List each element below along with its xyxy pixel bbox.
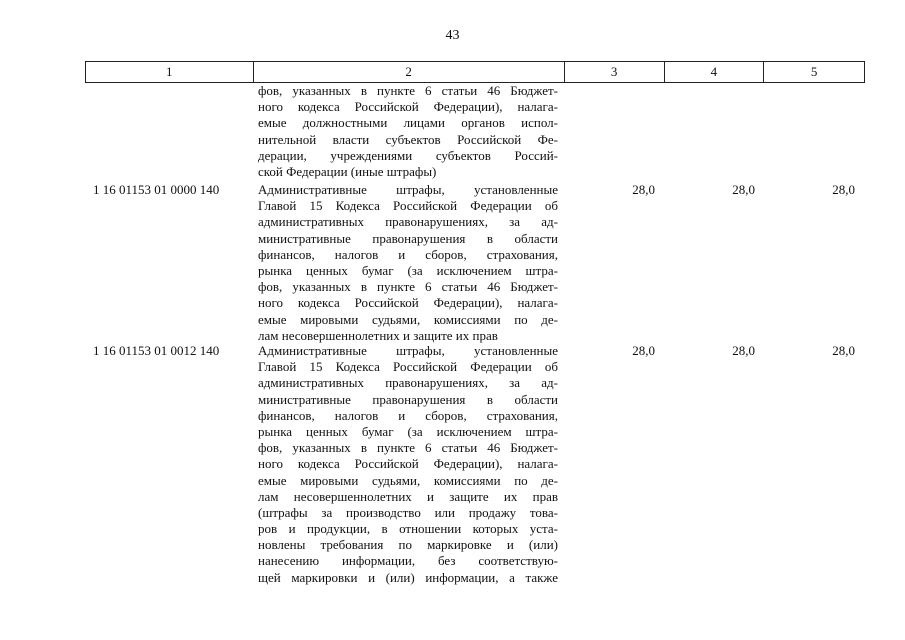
text-line: фов, указанных в пункте 6 статьи 46 Бюджет- — [258, 279, 558, 295]
text-line: емые мировыми судьями, комиссиями по де- — [258, 472, 558, 488]
text-line: Главой 15 Кодекса Российской Федерации об — [258, 359, 558, 375]
value-col5: 28,0 — [832, 182, 855, 197]
column-header-2: 2 — [254, 62, 565, 82]
text-line: ров и продукции, в отношении которых уста- — [258, 521, 558, 537]
column-header-1: 1 — [86, 62, 254, 82]
text-line: щей маркировки и (или) информации, а также — [258, 569, 558, 585]
text-line: нанесению информации, без соответствую- — [258, 553, 558, 569]
text-line: ного кодекса Российской Федерации), налага- — [258, 99, 558, 115]
row-description — [258, 182, 558, 344]
text-line: Административные штрафы, установленные — [258, 343, 558, 358]
text-line: административных правонарушениях, за ад- — [258, 214, 558, 230]
text-line: (штрафы за производство или продажу това- — [258, 504, 558, 520]
row-description — [258, 343, 558, 586]
value-col3: 28,0 — [632, 343, 655, 358]
page-number: 43 — [445, 28, 460, 43]
text-line: фов, указанных в пункте 6 статьи 46 Бюджет- — [258, 83, 558, 98]
text-line: финансов, налогов и сборов, страхования, — [258, 246, 558, 262]
text-line: ного кодекса Российской Федерации), налага- — [258, 456, 558, 472]
value-col3: 28,0 — [632, 182, 655, 197]
text-line: лам несовершеннолетних и защите их прав — [258, 488, 558, 504]
text-line: емые мировыми судьями, комиссиями по де- — [258, 311, 558, 327]
text-line: лам несовершеннолетних и защите их прав — [258, 327, 498, 343]
value-col4: 28,0 — [732, 182, 755, 197]
text-line: ской Федерации (иные штрафы) — [258, 163, 437, 179]
text-line: административных правонарушениях, за ад- — [258, 375, 558, 391]
budget-code: 1 16 01153 01 0000 140 — [93, 182, 220, 197]
text-line: рынка ценных бумаг (за исключением штра- — [258, 423, 558, 439]
text-line: министративные правонарушения в области — [258, 391, 558, 407]
value-col5: 28,0 — [832, 343, 855, 358]
budget-code: 1 16 01153 01 0012 140 — [93, 343, 220, 358]
continuation-description — [258, 83, 558, 180]
text-line: Главой 15 Кодекса Российской Федерации об — [258, 198, 558, 214]
column-header-3: 3 — [565, 62, 665, 82]
column-header-4: 4 — [665, 62, 765, 82]
text-line: Административные штрафы, установленные — [258, 182, 558, 197]
text-line: емые должностными лицами органов испол- — [258, 115, 558, 131]
text-line: министративные правонарушения в области — [258, 230, 558, 246]
table-header — [85, 61, 865, 83]
text-line: финансов, налогов и сборов, страхования, — [258, 407, 558, 423]
text-line: ного кодекса Российской Федерации), налага- — [258, 295, 558, 311]
value-col4: 28,0 — [732, 343, 755, 358]
text-line: новлены требования по маркировке и (или) — [258, 537, 558, 553]
column-header-5: 5 — [810, 64, 818, 79]
text-line: рынка ценных бумаг (за исключением штра- — [258, 262, 558, 278]
text-line: нительной власти субъектов Российской Фе- — [258, 131, 558, 147]
text-line: дерации, учреждениями субъектов Россий- — [258, 147, 558, 163]
text-line: фов, указанных в пункте 6 статьи 46 Бюджет- — [258, 440, 558, 456]
